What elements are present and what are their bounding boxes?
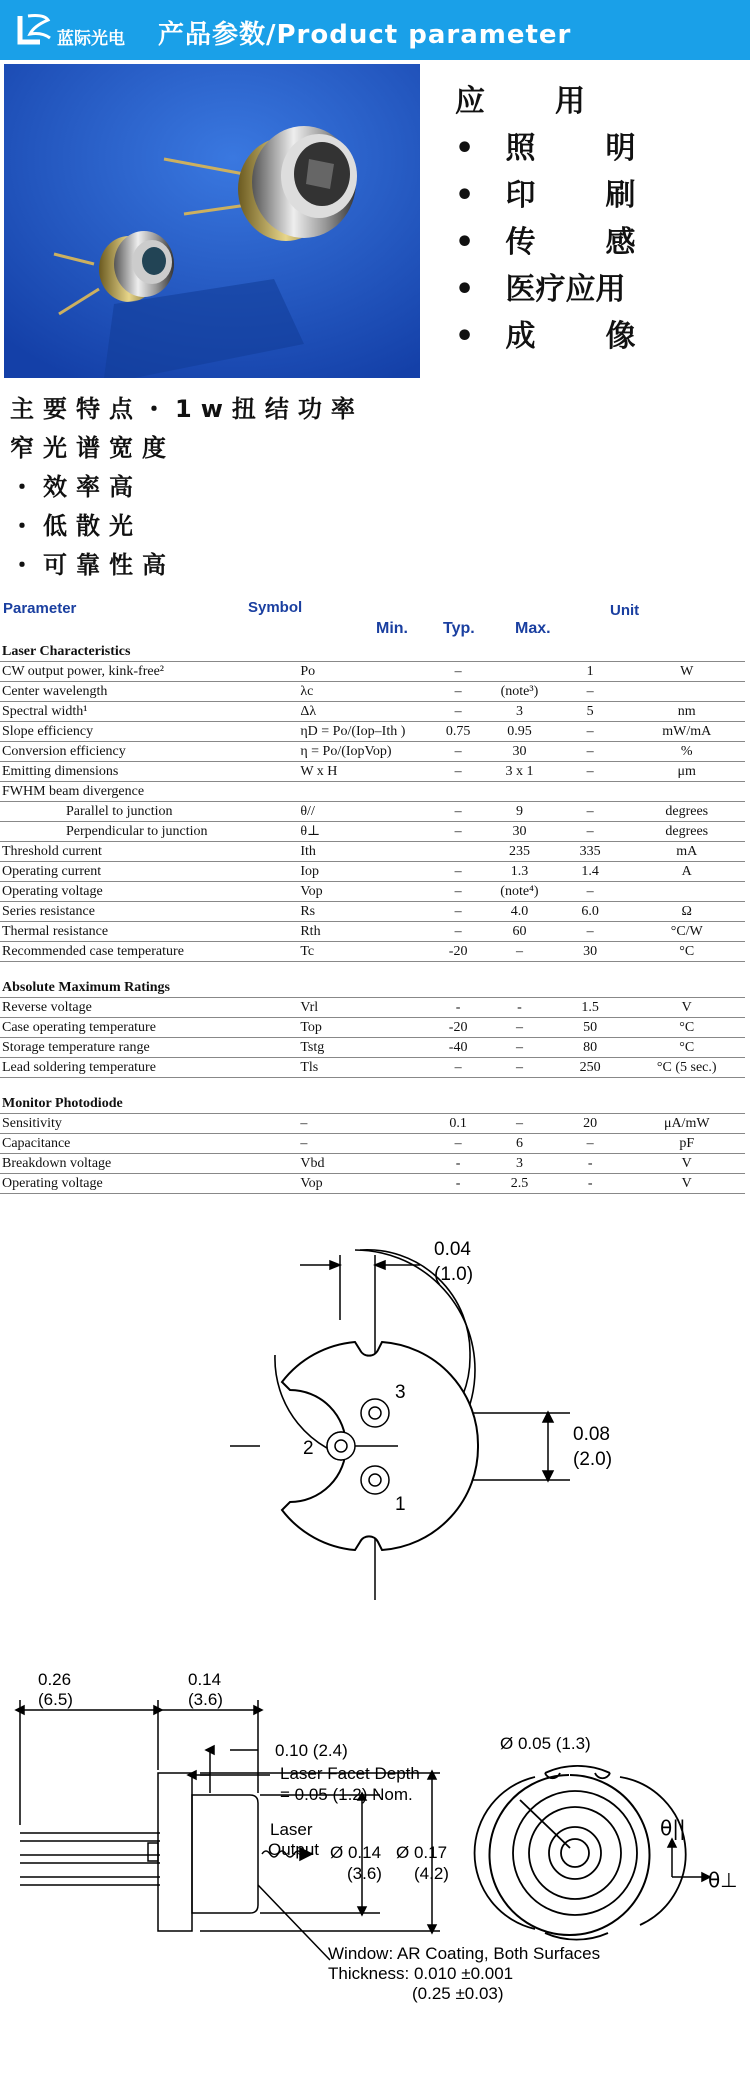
- dim-a-mm-label: (1.0): [434, 1264, 474, 1285]
- unit-cell: nm: [628, 702, 745, 722]
- application-item: • 成 像: [455, 319, 636, 354]
- param-cell: Series resistance: [0, 902, 298, 922]
- table-row: [0, 762, 745, 782]
- table-row: [0, 882, 745, 902]
- table-row: [0, 1154, 745, 1174]
- table-row: [0, 902, 745, 922]
- param-cell: Threshold current: [0, 842, 298, 862]
- front-dia-label: Ø 0.05 (1.3): [500, 1734, 591, 1753]
- unit-cell: V: [628, 998, 745, 1018]
- max-cell: 1: [552, 662, 629, 682]
- application-item: • 印 刷: [455, 178, 636, 213]
- typ-cell: 4.0: [487, 902, 552, 922]
- param-cell: Operating current: [0, 862, 298, 882]
- table-row: [0, 802, 745, 822]
- param-cell: Slope efficiency: [0, 722, 298, 742]
- applications-list: [455, 78, 636, 360]
- min-cell: –: [429, 862, 487, 882]
- unit-cell: mW/mA: [628, 722, 745, 742]
- symbol-cell: Δλ: [298, 702, 429, 722]
- param-cell: Sensitivity: [0, 1114, 298, 1134]
- max-cell: [552, 782, 629, 802]
- symbol-cell: θ⊥: [298, 822, 429, 842]
- table-row: [0, 922, 745, 942]
- min-cell: -40: [429, 1038, 487, 1058]
- laser-diode-image: [4, 64, 420, 378]
- theta-perp-label: θ⊥: [708, 1868, 738, 1892]
- typ-cell: 30: [487, 822, 552, 842]
- dim-d3: 0.10 (2.4): [275, 1741, 348, 1760]
- typ-cell: –: [487, 1114, 552, 1134]
- laser-label-b: Output: [268, 1840, 320, 1859]
- dim-d2-mm: (3.6): [188, 1690, 223, 1709]
- pin-2-label: 2: [303, 1438, 314, 1459]
- unit-cell: mA: [628, 842, 745, 862]
- window-label-c: (0.25 ±0.03): [412, 1984, 504, 2003]
- unit-cell: [628, 882, 745, 902]
- typ-cell: [487, 782, 552, 802]
- max-cell: 6.0: [552, 902, 629, 922]
- symbol-cell: –: [298, 1134, 429, 1154]
- theta-parallel-label: θ||: [660, 1816, 686, 1840]
- min-cell: –: [429, 1134, 487, 1154]
- param-cell: Storage temperature range: [0, 1038, 298, 1058]
- dim-a-label: 0.04: [434, 1239, 471, 1260]
- feature-item: 主要特点・1w扭结功率: [10, 395, 364, 423]
- max-cell: –: [552, 1134, 629, 1154]
- param-cell: CW output power, kink-free²: [0, 662, 298, 682]
- param-cell: Operating voltage: [0, 882, 298, 902]
- logo-text: 蓝际光电: [57, 28, 125, 49]
- min-cell: –: [429, 742, 487, 762]
- symbol-cell: Vop: [298, 1174, 429, 1194]
- min-cell: –: [429, 702, 487, 722]
- max-cell: 30: [552, 942, 629, 962]
- unit-cell: Ω: [628, 902, 745, 922]
- dia1-mm-label: (3.6): [347, 1864, 382, 1883]
- dim-b-mm-label: (2.0): [573, 1449, 613, 1470]
- table-row: [0, 682, 745, 702]
- dia1-label: Ø 0.14: [330, 1843, 382, 1862]
- min-cell: -: [429, 1154, 487, 1174]
- typ-cell: 235: [487, 842, 552, 862]
- min-cell: –: [429, 802, 487, 822]
- facet-label-a: Laser Facet Depth: [280, 1764, 420, 1783]
- param-cell: Thermal resistance: [0, 922, 298, 942]
- symbol-cell: η = Po/(IopVop): [298, 742, 429, 762]
- symbol-cell: θ//: [298, 802, 429, 822]
- max-cell: –: [552, 682, 629, 702]
- max-cell: –: [552, 922, 629, 942]
- min-cell: -20: [429, 1018, 487, 1038]
- table-row: [0, 998, 745, 1018]
- dia2-label: Ø 0.17: [396, 1843, 448, 1862]
- param-cell: Recommended case temperature: [0, 942, 298, 962]
- typ-cell: 6: [487, 1134, 552, 1154]
- table-row: [0, 782, 745, 802]
- dim-d2: 0.14: [188, 1670, 222, 1689]
- symbol-cell: Tstg: [298, 1038, 429, 1058]
- symbol-cell: Top: [298, 1018, 429, 1038]
- param-cell: Parallel to junction: [0, 802, 298, 822]
- symbol-cell: Rth: [298, 922, 429, 942]
- max-cell: –: [552, 822, 629, 842]
- max-cell: –: [552, 762, 629, 782]
- package-dimension-diagram: [0, 1655, 750, 2015]
- typ-cell: –: [487, 942, 552, 962]
- page-title: 产品参数/Product parameter: [158, 20, 572, 50]
- header-unit: Unit: [610, 602, 640, 619]
- unit-cell: V: [628, 1174, 745, 1194]
- table-row: [0, 1134, 745, 1154]
- header-bar: [0, 0, 750, 60]
- table-row: [0, 742, 745, 762]
- min-cell: –: [429, 682, 487, 702]
- param-cell: Capacitance: [0, 1134, 298, 1154]
- max-cell: –: [552, 882, 629, 902]
- min-cell: –: [429, 1058, 487, 1078]
- dia2-mm-label: (4.2): [414, 1864, 449, 1883]
- pin-3-label: 3: [395, 1382, 406, 1403]
- max-cell: 1.5: [552, 998, 629, 1018]
- param-cell: Conversion efficiency: [0, 742, 298, 762]
- feature-item: ・效率高: [10, 473, 142, 501]
- unit-cell: pF: [628, 1134, 745, 1154]
- symbol-cell: Vrl: [298, 998, 429, 1018]
- max-cell: 1.4: [552, 862, 629, 882]
- min-cell: -: [429, 1174, 487, 1194]
- dim-b-label: 0.08: [573, 1424, 610, 1445]
- window-label-a: Window: AR Coating, Both Surfaces: [328, 1944, 601, 1963]
- typ-cell: 3: [487, 702, 552, 722]
- table-row: [0, 822, 745, 842]
- min-cell: [429, 842, 487, 862]
- unit-cell: %: [628, 742, 745, 762]
- unit-cell: μA/mW: [628, 1114, 745, 1134]
- table-row: [0, 942, 745, 962]
- param-cell: Emitting dimensions: [0, 762, 298, 782]
- max-cell: –: [552, 742, 629, 762]
- typ-cell: (note³): [487, 682, 552, 702]
- symbol-cell: Vbd: [298, 1154, 429, 1174]
- features-list: [10, 390, 364, 585]
- header-min: Min.: [376, 620, 408, 637]
- param-cell: Breakdown voltage: [0, 1154, 298, 1174]
- section-title: Monitor Photodiode: [0, 1094, 745, 1114]
- table-row: [0, 1174, 745, 1194]
- unit-cell: V: [628, 1154, 745, 1174]
- typ-cell: 3 x 1: [487, 762, 552, 782]
- section-title: Absolute Maximum Ratings: [0, 978, 745, 998]
- min-cell: –: [429, 662, 487, 682]
- logo: [14, 10, 125, 50]
- typ-cell: [487, 662, 552, 682]
- pin-1-label: 1: [395, 1494, 406, 1515]
- table-row: [0, 1018, 745, 1038]
- min-cell: [429, 782, 487, 802]
- symbol-cell: Ith: [298, 842, 429, 862]
- unit-cell: [628, 782, 745, 802]
- header-max: Max.: [515, 620, 551, 637]
- max-cell: 50: [552, 1018, 629, 1038]
- symbol-cell: Vop: [298, 882, 429, 902]
- typ-cell: –: [487, 1018, 552, 1038]
- typ-cell: 60: [487, 922, 552, 942]
- table-row: [0, 1038, 745, 1058]
- table-row: [0, 1058, 745, 1078]
- unit-cell: degrees: [628, 802, 745, 822]
- table-row: [0, 862, 745, 882]
- param-cell: Operating voltage: [0, 1174, 298, 1194]
- typ-cell: 1.3: [487, 862, 552, 882]
- symbol-cell: W x H: [298, 762, 429, 782]
- applications-title: 应 用: [455, 84, 585, 119]
- param-cell: Center wavelength: [0, 682, 298, 702]
- application-item: • 照 明: [455, 131, 636, 166]
- table-row: [0, 722, 745, 742]
- typ-cell: 3: [487, 1154, 552, 1174]
- param-cell: Spectral width¹: [0, 702, 298, 722]
- min-cell: -20: [429, 942, 487, 962]
- typ-cell: 9: [487, 802, 552, 822]
- symbol-cell: Iop: [298, 862, 429, 882]
- feature-item: 窄光谱宽度: [10, 434, 175, 462]
- unit-cell: [628, 682, 745, 702]
- table-row: [0, 1114, 745, 1134]
- feature-item: ・低散光: [10, 512, 142, 540]
- window-label-b: Thickness: 0.010 ±0.001: [328, 1964, 514, 1983]
- unit-cell: degrees: [628, 822, 745, 842]
- header-typ: Typ.: [443, 620, 475, 637]
- facet-label-b: = 0.05 (1.2) Nom.: [280, 1785, 413, 1804]
- unit-cell: °C/W: [628, 922, 745, 942]
- unit-cell: °C: [628, 1018, 745, 1038]
- application-item: • 传 感: [455, 225, 636, 260]
- table-row: [0, 662, 745, 682]
- symbol-cell: Rs: [298, 902, 429, 922]
- spec-table: [0, 642, 745, 1194]
- unit-cell: °C: [628, 1038, 745, 1058]
- product-photo: [4, 64, 420, 378]
- typ-cell: 2.5: [487, 1174, 552, 1194]
- symbol-cell: [298, 782, 429, 802]
- section-title: Laser Characteristics: [0, 642, 745, 662]
- max-cell: -: [552, 1154, 629, 1174]
- max-cell: –: [552, 802, 629, 822]
- max-cell: –: [552, 722, 629, 742]
- max-cell: 335: [552, 842, 629, 862]
- dim-d1-mm: (6.5): [38, 1690, 73, 1709]
- symbol-cell: ηD = Po/(Iop–Ith ): [298, 722, 429, 742]
- symbol-cell: λc: [298, 682, 429, 702]
- unit-cell: °C (5 sec.): [628, 1058, 745, 1078]
- max-cell: 80: [552, 1038, 629, 1058]
- param-cell: Perpendicular to junction: [0, 822, 298, 842]
- min-cell: 0.75: [429, 722, 487, 742]
- min-cell: -: [429, 998, 487, 1018]
- laser-label-a: Laser: [270, 1820, 313, 1839]
- typ-cell: –: [487, 1058, 552, 1078]
- symbol-cell: Tc: [298, 942, 429, 962]
- symbol-cell: Tls: [298, 1058, 429, 1078]
- min-cell: –: [429, 902, 487, 922]
- param-cell: Lead soldering temperature: [0, 1058, 298, 1078]
- min-cell: –: [429, 822, 487, 842]
- typ-cell: 30: [487, 742, 552, 762]
- min-cell: –: [429, 882, 487, 902]
- unit-cell: μm: [628, 762, 745, 782]
- application-item: • 医疗应用: [455, 272, 626, 307]
- max-cell: 20: [552, 1114, 629, 1134]
- header-symbol: Symbol: [248, 599, 303, 616]
- param-cell: FWHM beam divergence: [0, 782, 298, 802]
- min-cell: –: [429, 922, 487, 942]
- unit-cell: °C: [628, 942, 745, 962]
- typ-cell: 0.95: [487, 722, 552, 742]
- max-cell: 5: [552, 702, 629, 722]
- param-cell: Case operating temperature: [0, 1018, 298, 1038]
- dim-d1: 0.26: [38, 1670, 72, 1689]
- unit-cell: A: [628, 862, 745, 882]
- typ-cell: (note⁴): [487, 882, 552, 902]
- unit-cell: W: [628, 662, 745, 682]
- header-parameter: Parameter: [3, 600, 77, 617]
- symbol-cell: Po: [298, 662, 429, 682]
- typ-cell: –: [487, 1038, 552, 1058]
- min-cell: 0.1: [429, 1114, 487, 1134]
- typ-cell: -: [487, 998, 552, 1018]
- table-row: [0, 842, 745, 862]
- max-cell: 250: [552, 1058, 629, 1078]
- param-cell: Reverse voltage: [0, 998, 298, 1018]
- table-row: [0, 702, 745, 722]
- feature-item: ・可靠性高: [10, 551, 175, 579]
- logo-icon: [14, 12, 54, 48]
- pin-layout-diagram: [0, 1230, 750, 1610]
- max-cell: -: [552, 1174, 629, 1194]
- symbol-cell: –: [298, 1114, 429, 1134]
- min-cell: –: [429, 762, 487, 782]
